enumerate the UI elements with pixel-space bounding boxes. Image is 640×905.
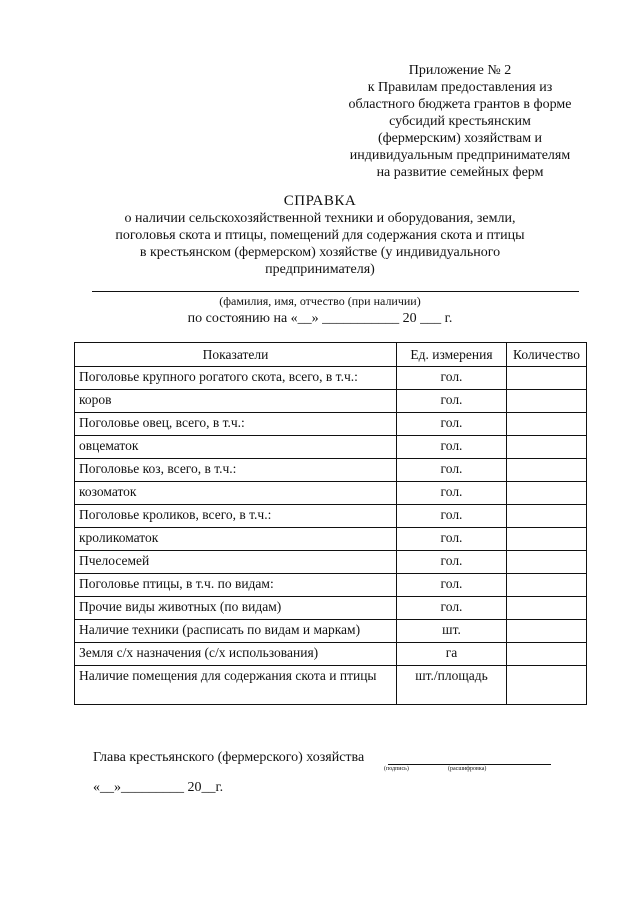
table-row bbox=[75, 413, 587, 436]
quantity-cell[interactable] bbox=[507, 528, 587, 551]
indicator-cell: Наличие техники (расписать по видам и маркам) bbox=[75, 620, 397, 643]
quantity-cell[interactable] bbox=[507, 574, 587, 597]
quantity-cell[interactable] bbox=[507, 666, 587, 705]
table-header-row bbox=[75, 343, 587, 367]
unit-cell: га bbox=[397, 643, 507, 666]
appendix-line: к Правилам предоставления из bbox=[367, 80, 553, 95]
as-of-date-line: по состоянию на «__» ___________ 20 ___ г. bbox=[187, 311, 453, 326]
quantity-cell[interactable] bbox=[507, 620, 587, 643]
table-row bbox=[75, 643, 587, 666]
unit-cell: шт. bbox=[397, 620, 507, 643]
indicator-cell: Прочие виды животных (по видам) bbox=[75, 597, 397, 620]
indicator-cell: овцематок bbox=[75, 436, 397, 459]
table-row bbox=[75, 505, 587, 528]
table-row bbox=[75, 666, 587, 705]
table-row bbox=[75, 551, 587, 574]
document-subject bbox=[100, 210, 540, 278]
subject-line: в крестьянском (фермерском) хозяйстве (у индивидуального bbox=[139, 245, 501, 260]
quantity-cell[interactable] bbox=[507, 551, 587, 574]
unit-cell: гол. bbox=[397, 551, 507, 574]
quantity-cell[interactable] bbox=[507, 390, 587, 413]
table-row bbox=[75, 459, 587, 482]
appendix-line: Приложение № 2 bbox=[408, 63, 512, 78]
quantity-cell[interactable] bbox=[507, 436, 587, 459]
subject-line: о наличии сельскохозяйственной техники и оборудования, земли, bbox=[124, 211, 516, 226]
indicator-cell: кроликоматок bbox=[75, 528, 397, 551]
unit-cell: гол. bbox=[397, 597, 507, 620]
unit-cell: гол. bbox=[397, 367, 507, 390]
indicator-cell: коров bbox=[75, 390, 397, 413]
table-row bbox=[75, 528, 587, 551]
unit-cell: гол. bbox=[397, 459, 507, 482]
indicator-cell: Поголовье птицы, в т.ч. по видам: bbox=[75, 574, 397, 597]
quantity-cell[interactable] bbox=[507, 505, 587, 528]
unit-cell: гол. bbox=[397, 482, 507, 505]
quantity-cell[interactable] bbox=[507, 367, 587, 390]
indicator-cell: Пчелосемей bbox=[75, 551, 397, 574]
quantity-cell[interactable] bbox=[507, 459, 587, 482]
table-row bbox=[75, 390, 587, 413]
name-fill-line[interactable] bbox=[92, 291, 579, 292]
header-unit: Ед. измерения bbox=[397, 343, 507, 367]
signature-date-line: «__»_________ 20__г. bbox=[93, 780, 224, 795]
appendix-line: субсидий крестьянским bbox=[389, 114, 531, 129]
signature-fill-line[interactable] bbox=[388, 764, 551, 765]
header-indicators: Показатели bbox=[75, 343, 397, 367]
table-row bbox=[75, 597, 587, 620]
quantity-cell[interactable] bbox=[507, 643, 587, 666]
indicator-cell: козоматок bbox=[75, 482, 397, 505]
quantity-cell[interactable] bbox=[507, 482, 587, 505]
subject-line: поголовья скота и птицы, помещений для содержания скота и птицы bbox=[115, 228, 525, 243]
signature-caption: (подпись) bbox=[384, 766, 409, 772]
indicator-cell: Поголовье кроликов, всего, в т.ч.: bbox=[75, 505, 397, 528]
unit-cell: шт./площадь bbox=[397, 666, 507, 705]
document-title: СПРАВКА bbox=[283, 193, 357, 209]
header-quantity: Количество bbox=[507, 343, 587, 367]
unit-cell: гол. bbox=[397, 390, 507, 413]
table-row bbox=[75, 367, 587, 390]
decoding-caption: (расшифровка) bbox=[448, 766, 487, 772]
subject-line: предпринимателя) bbox=[265, 262, 375, 277]
unit-cell: гол. bbox=[397, 413, 507, 436]
unit-cell: гол. bbox=[397, 574, 507, 597]
indicator-cell: Наличие помещения для содержания скота и птицы bbox=[75, 666, 397, 705]
table-row bbox=[75, 574, 587, 597]
appendix-line: (фермерским) хозяйствам и bbox=[377, 131, 543, 146]
table-row bbox=[75, 482, 587, 505]
appendix-line: на развитие семейных ферм bbox=[376, 165, 544, 180]
name-caption: (фамилия, имя, отчество (при наличии) bbox=[219, 294, 421, 308]
table-row bbox=[75, 436, 587, 459]
indicator-cell: Поголовье коз, всего, в т.ч.: bbox=[75, 459, 397, 482]
appendix-line: индивидуальным предпринимателям bbox=[349, 148, 571, 163]
quantity-cell[interactable] bbox=[507, 597, 587, 620]
unit-cell: гол. bbox=[397, 436, 507, 459]
indicator-cell: Земля с/х назначения (с/х использования) bbox=[75, 643, 397, 666]
unit-cell: гол. bbox=[397, 528, 507, 551]
appendix-block bbox=[330, 62, 590, 181]
indicators-table bbox=[74, 342, 587, 705]
indicator-cell: Поголовье крупного рогатого скота, всего, в т.ч.: bbox=[75, 367, 397, 390]
appendix-line: областного бюджета грантов в форме bbox=[348, 97, 572, 112]
quantity-cell[interactable] bbox=[507, 413, 587, 436]
unit-cell: гол. bbox=[397, 505, 507, 528]
head-of-farm-label: Глава крестьянского (фермерского) хозяйства bbox=[93, 750, 365, 765]
table-row bbox=[75, 620, 587, 643]
indicator-cell: Поголовье овец, всего, в т.ч.: bbox=[75, 413, 397, 436]
